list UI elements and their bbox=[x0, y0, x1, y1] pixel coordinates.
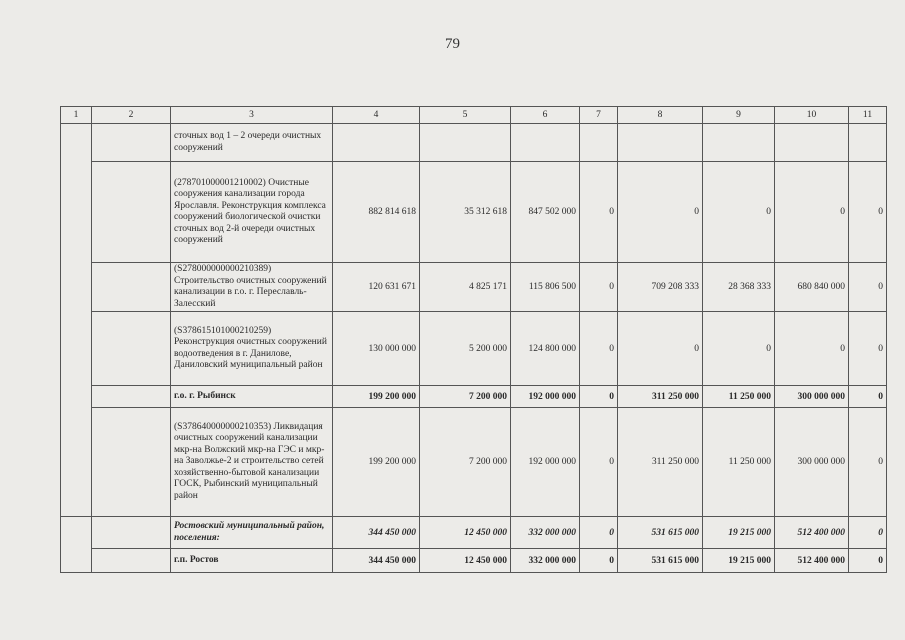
budget-table bbox=[60, 106, 887, 573]
cell-col1 bbox=[61, 517, 92, 573]
cell-col10: 0 bbox=[775, 312, 849, 386]
cell-col4: 344 450 000 bbox=[333, 549, 420, 573]
cell-col4: 882 814 618 bbox=[333, 162, 420, 263]
cell-col11: 0 bbox=[849, 549, 887, 573]
page-number: 79 bbox=[445, 36, 460, 52]
table-header-row bbox=[61, 107, 887, 124]
cell-col10: 512 400 000 bbox=[775, 517, 849, 549]
cell-col6: 192 000 000 bbox=[511, 408, 580, 517]
cell-col6: 847 502 000 bbox=[511, 162, 580, 263]
cell-col6 bbox=[511, 124, 580, 162]
cell-col2 bbox=[92, 162, 171, 263]
cell-col7: 0 bbox=[580, 517, 618, 549]
cell-col10: 300 000 000 bbox=[775, 386, 849, 408]
cell-col10: 0 bbox=[775, 162, 849, 263]
project-description: (278701000001210002) Очистные сооружения канализации города Ярославля. Реконструкция комплекса сооружений биологической очистки сточных вод 2-й очереди очистных сооружений bbox=[171, 162, 333, 263]
column-header: 1 bbox=[61, 107, 92, 124]
cell-col1 bbox=[61, 124, 92, 517]
column-header: 3 bbox=[171, 107, 333, 124]
cell-col2 bbox=[92, 517, 171, 549]
cell-col10 bbox=[775, 124, 849, 162]
cell-col9: 0 bbox=[703, 162, 775, 263]
cell-col5: 12 450 000 bbox=[420, 549, 511, 573]
cell-col6: 124 800 000 bbox=[511, 312, 580, 386]
cell-col8: 531 615 000 bbox=[618, 517, 703, 549]
cell-col6: 332 000 000 bbox=[511, 517, 580, 549]
cell-col5: 7 200 000 bbox=[420, 408, 511, 517]
cell-col11: 0 bbox=[849, 517, 887, 549]
cell-col11: 0 bbox=[849, 263, 887, 312]
table-row bbox=[61, 408, 887, 517]
cell-col8: 0 bbox=[618, 162, 703, 263]
cell-col11: 0 bbox=[849, 312, 887, 386]
cell-col9: 19 215 000 bbox=[703, 517, 775, 549]
cell-col6: 332 000 000 bbox=[511, 549, 580, 573]
cell-col6: 115 806 500 bbox=[511, 263, 580, 312]
column-header: 2 bbox=[92, 107, 171, 124]
cell-col7: 0 bbox=[580, 263, 618, 312]
cell-col7: 0 bbox=[580, 549, 618, 573]
project-description: сточных вод 1 – 2 очереди очистных сооружений bbox=[171, 124, 333, 162]
cell-col11: 0 bbox=[849, 408, 887, 517]
cell-col11: 0 bbox=[849, 386, 887, 408]
column-header: 10 bbox=[775, 107, 849, 124]
cell-col11 bbox=[849, 124, 887, 162]
cell-col10: 680 840 000 bbox=[775, 263, 849, 312]
column-header: 9 bbox=[703, 107, 775, 124]
cell-col4: 199 200 000 bbox=[333, 408, 420, 517]
project-description: (S278000000000210389) Строительство очистных сооружений канализации в г.о. г. Переславль-Залесский bbox=[171, 263, 333, 312]
column-header: 7 bbox=[580, 107, 618, 124]
cell-col7: 0 bbox=[580, 312, 618, 386]
cell-col2 bbox=[92, 549, 171, 573]
table-row bbox=[61, 549, 887, 573]
project-description: Ростовский муниципальный район, поселения: bbox=[171, 517, 333, 549]
cell-col2 bbox=[92, 124, 171, 162]
cell-col7: 0 bbox=[580, 386, 618, 408]
project-description: г.о. г. Рыбинск bbox=[171, 386, 333, 408]
cell-col9 bbox=[703, 124, 775, 162]
cell-col4 bbox=[333, 124, 420, 162]
cell-col9: 19 215 000 bbox=[703, 549, 775, 573]
cell-col7: 0 bbox=[580, 162, 618, 263]
column-header: 4 bbox=[333, 107, 420, 124]
table-row bbox=[61, 263, 887, 312]
cell-col5: 4 825 171 bbox=[420, 263, 511, 312]
cell-col9: 28 368 333 bbox=[703, 263, 775, 312]
cell-col2 bbox=[92, 312, 171, 386]
table-row bbox=[61, 312, 887, 386]
cell-col8: 709 208 333 bbox=[618, 263, 703, 312]
cell-col4: 130 000 000 bbox=[333, 312, 420, 386]
project-description: г.п. Ростов bbox=[171, 549, 333, 573]
cell-col8: 311 250 000 bbox=[618, 386, 703, 408]
cell-col4: 120 631 671 bbox=[333, 263, 420, 312]
cell-col4: 344 450 000 bbox=[333, 517, 420, 549]
cell-col8 bbox=[618, 124, 703, 162]
cell-col10: 512 400 000 bbox=[775, 549, 849, 573]
cell-col2 bbox=[92, 386, 171, 408]
cell-col11: 0 bbox=[849, 162, 887, 263]
cell-col5: 35 312 618 bbox=[420, 162, 511, 263]
project-description: (S378615101000210259) Реконструкция очистных сооружений водоотведения в г. Данилове, Даниловский муниципальный район bbox=[171, 312, 333, 386]
cell-col8: 311 250 000 bbox=[618, 408, 703, 517]
cell-col7: 0 bbox=[580, 408, 618, 517]
cell-col2 bbox=[92, 263, 171, 312]
cell-col5: 5 200 000 bbox=[420, 312, 511, 386]
cell-col9: 11 250 000 bbox=[703, 408, 775, 517]
table-row bbox=[61, 162, 887, 263]
table-row bbox=[61, 124, 887, 162]
cell-col5: 12 450 000 bbox=[420, 517, 511, 549]
table-row bbox=[61, 517, 887, 549]
column-header: 6 bbox=[511, 107, 580, 124]
column-header: 5 bbox=[420, 107, 511, 124]
cell-col6: 192 000 000 bbox=[511, 386, 580, 408]
column-header: 11 bbox=[849, 107, 887, 124]
cell-col9: 0 bbox=[703, 312, 775, 386]
column-header: 8 bbox=[618, 107, 703, 124]
cell-col5 bbox=[420, 124, 511, 162]
cell-col8: 0 bbox=[618, 312, 703, 386]
cell-col4: 199 200 000 bbox=[333, 386, 420, 408]
table-row bbox=[61, 386, 887, 408]
cell-col2 bbox=[92, 408, 171, 517]
cell-col5: 7 200 000 bbox=[420, 386, 511, 408]
cell-col9: 11 250 000 bbox=[703, 386, 775, 408]
project-description: (S378640000000210353) Ликвидация очистных сооружений канализации мкр-на Волжский мкр-на ГЭС и мкр-на Заволжье-2 и строительство сетей хозяйственно-бытовой канализации ГОСК, Рыбинский муниципальный район bbox=[171, 408, 333, 517]
cell-col10: 300 000 000 bbox=[775, 408, 849, 517]
cell-col7 bbox=[580, 124, 618, 162]
cell-col8: 531 615 000 bbox=[618, 549, 703, 573]
